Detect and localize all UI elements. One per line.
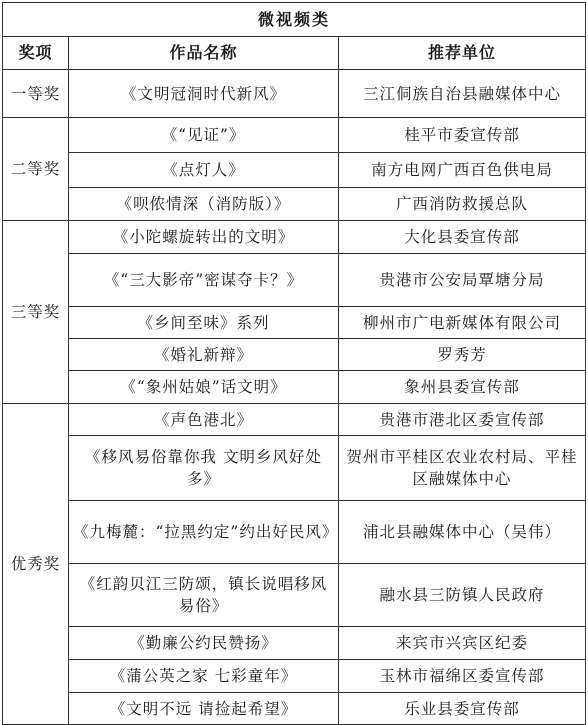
- table-row: [3, 339, 586, 371]
- work-cell: 《婚礼新辩》: [69, 339, 339, 371]
- table-row: [3, 221, 586, 254]
- unit-cell: 南方电网广西百色供电局: [339, 153, 586, 188]
- table-row: [3, 153, 586, 188]
- unit-cell: 三江侗族自治县融媒体中心: [339, 70, 586, 118]
- table-title: 微视频类: [3, 3, 586, 37]
- table-row: [3, 118, 586, 153]
- work-cell: 《乡间至味》系列: [69, 307, 339, 339]
- table-row: [3, 564, 586, 627]
- table-row: [3, 254, 586, 307]
- table-row: [3, 404, 586, 436]
- work-cell: 《蒲公英之家 七彩童年》: [69, 660, 339, 693]
- table-row: [3, 188, 586, 221]
- award-cell: 优秀奖: [3, 404, 69, 725]
- unit-cell: 柳州市广电新媒体有限公司: [339, 307, 586, 339]
- work-cell: 《“见证”》: [69, 118, 339, 153]
- table-row: [3, 371, 586, 404]
- unit-cell: 象州县委宣传部: [339, 371, 586, 404]
- unit-cell: 贺州市平桂区农业农村局、平桂区融媒体中心: [339, 436, 586, 501]
- table-title-row: [3, 3, 586, 37]
- table-row: [3, 627, 586, 660]
- award-cell: 二等奖: [3, 118, 69, 221]
- work-cell: 《小陀螺旋转出的文明》: [69, 221, 339, 254]
- work-cell: 《九梅麓：“拉黑约定”约出好民风》: [69, 501, 339, 564]
- work-cell: 《呗侬情深（消防版）》: [69, 188, 339, 221]
- header-work: 作品名称: [69, 37, 339, 70]
- work-cell: 《“三大影帝”密谋夺卡？》: [69, 254, 339, 307]
- table-row: [3, 436, 586, 501]
- table-row: [3, 307, 586, 339]
- unit-cell: 贵港市港北区委宣传部: [339, 404, 586, 436]
- table-header-row: [3, 37, 586, 70]
- unit-cell: 罗秀芳: [339, 339, 586, 371]
- unit-cell: 广西消防救援总队: [339, 188, 586, 221]
- unit-cell: 乐业县委宣传部: [339, 693, 586, 725]
- work-cell: 《“象州姑娘”话文明》: [69, 371, 339, 404]
- work-cell: 《移风易俗靠你我 文明乡风好处多》: [69, 436, 339, 501]
- table-row: [3, 70, 586, 118]
- unit-cell: 桂平市委宣传部: [339, 118, 586, 153]
- award-cell: 三等奖: [3, 221, 69, 404]
- unit-cell: 浦北县融媒体中心（吴伟）: [339, 501, 586, 564]
- unit-cell: 大化县委宣传部: [339, 221, 586, 254]
- award-cell: 一等奖: [3, 70, 69, 118]
- table-row: [3, 660, 586, 693]
- work-cell: 《勤廉公约民赞扬》: [69, 627, 339, 660]
- work-cell: 《红韵贝江三防颂，镇长说唱移风易俗》: [69, 564, 339, 627]
- work-cell: 《文明冠洞时代新风》: [69, 70, 339, 118]
- header-award: 奖项: [3, 37, 69, 70]
- work-cell: 《声色港北》: [69, 404, 339, 436]
- unit-cell: 融水县三防镇人民政府: [339, 564, 586, 627]
- table-row: [3, 693, 586, 725]
- awards-table: [2, 2, 586, 725]
- table-row: [3, 501, 586, 564]
- work-cell: 《文明不远 请捡起希望》: [69, 693, 339, 725]
- unit-cell: 玉林市福绵区委宣传部: [339, 660, 586, 693]
- unit-cell: 贵港市公安局覃塘分局: [339, 254, 586, 307]
- header-unit: 推荐单位: [339, 37, 586, 70]
- work-cell: 《点灯人》: [69, 153, 339, 188]
- unit-cell: 来宾市兴宾区纪委: [339, 627, 586, 660]
